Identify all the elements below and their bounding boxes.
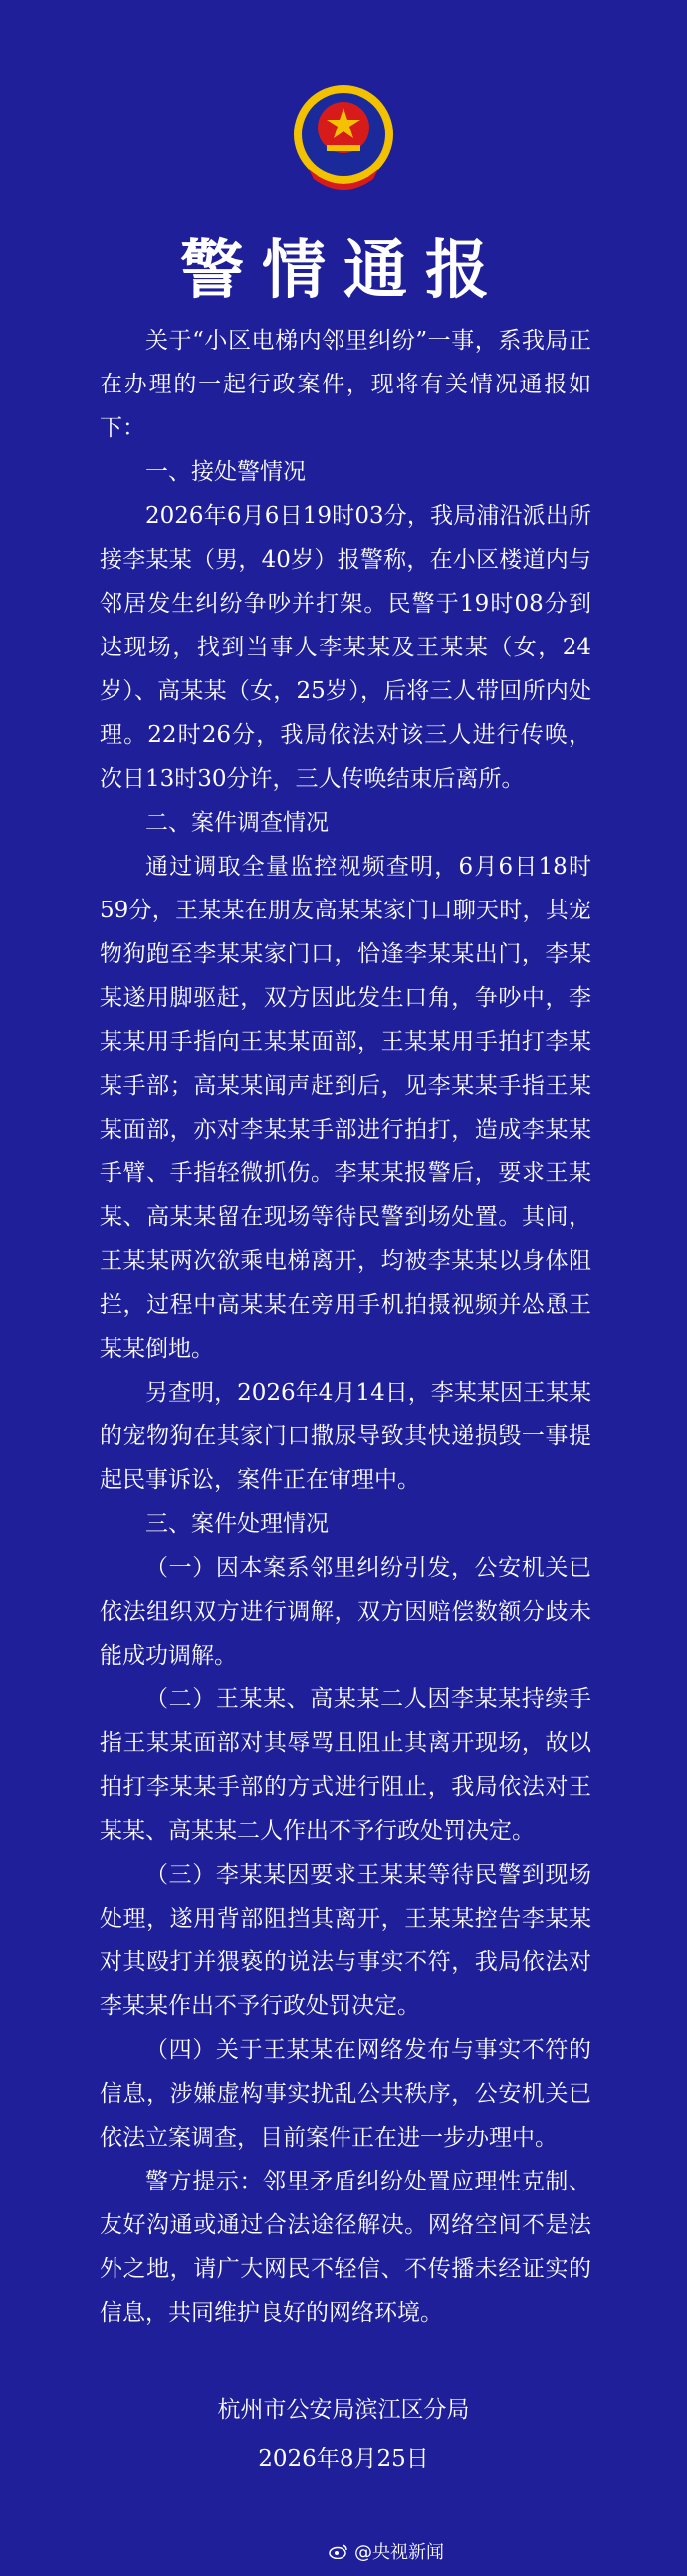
issuing-organization: 杭州市公安局滨江区分局: [217, 2397, 470, 2423]
section-heading: 三、案件处理情况: [145, 1511, 329, 1537]
notice-body: [100, 319, 591, 2335]
section-heading: 一、接处警情况: [145, 459, 306, 485]
section-heading: 二、案件调查情况: [145, 810, 329, 836]
watermark-text: @央视新闻: [354, 2542, 444, 2563]
warning-paragraph: 警方提示：邻里矛盾纠纷处置应理性克制、友好沟通或通过合法途径解决。网络空间不是法外之地，请广大网民不轻信、不传播未经证实的信息，共同维护良好的网络环境。: [100, 2169, 591, 2326]
section-paragraph: 2026年6月6日19时03分，我局浦沿派出所接李某某（男，40岁）报警称，在小区楼道内与邻居发生纠纷争吵并打架。民警于19时08分到达现场，找到当事人李某某及王某某（女，24岁）、高某某（女，25岁），后将三人带回所内处理。22时26分，我局依法对该三人进行传唤，次日13时30分许，三人传唤结束后离所。: [100, 503, 591, 792]
section-paragraph: （四）关于王某某在网络发布与事实不符的信息，涉嫌虚构事实扰乱公共秩序，公安机关已依法立案调查，目前案件正在进一步办理中。: [100, 2037, 591, 2151]
section-paragraph: （一）因本案系邻里纠纷引发，公安机关已依法组织双方进行调解，双方因赔偿数额分歧未能成功调解。: [100, 1555, 591, 1669]
section-paragraph: （二）王某某、高某某二人因李某某持续手指王某某面部对其辱骂且阻止其离开现场，故以拍打李某某手部的方式进行阻止，我局依法对王某某、高某某二人作出不予行政处罚决定。: [100, 1686, 591, 1844]
issue-date: 2026年8月25日: [258, 2447, 429, 2472]
page-title: 警情通报: [180, 233, 507, 308]
weibo-logo-icon: [329, 2543, 348, 2559]
source-watermark: [329, 2538, 444, 2564]
section-paragraph: （三）李某某因要求王某某等待民警到现场处理，遂用背部阻挡其离开，王某某控告李某某对其殴打并猥亵的说法与事实不符，我局依法对李某某作出不予行政处罚决定。: [100, 1862, 591, 2019]
section-paragraph: 通过调取全量监控视频查明，6月6日18时59分，王某某在朋友高某某家门口聊天时，其宠物狗跑至李某某家门口，恰逢李某某出门，李某某遂用脚驱赶，双方因此发生口角，争吵中，李某某用手指向王某某面部，王某某用手拍打李某某手部；高某某闻声赶到后，见李某某手指王某某面部，亦对李某某手部进行拍打，造成李某某手臂、手指轻微抓伤。李某某报警后，要求王某某、高某某留在现场等待民警到场处置。其间，王某某两次欲乘电梯离开，均被李某某以身体阻拦，过程中高某某在旁用手机拍摄视频并怂恿王某某倒地。: [100, 854, 591, 1362]
intro-paragraph: 关于“小区电梯内邻里纠纷”一事，系我局正在办理的一起行政案件，现将有关情况通报如下：: [100, 328, 591, 441]
section-paragraph: 另查明，2026年4月14日，李某某因王某某的宠物狗在其家门口撒尿导致其快递损毁一事提起民事诉讼，案件正在审理中。: [100, 1380, 591, 1493]
police-emblem-icon: [289, 80, 398, 199]
